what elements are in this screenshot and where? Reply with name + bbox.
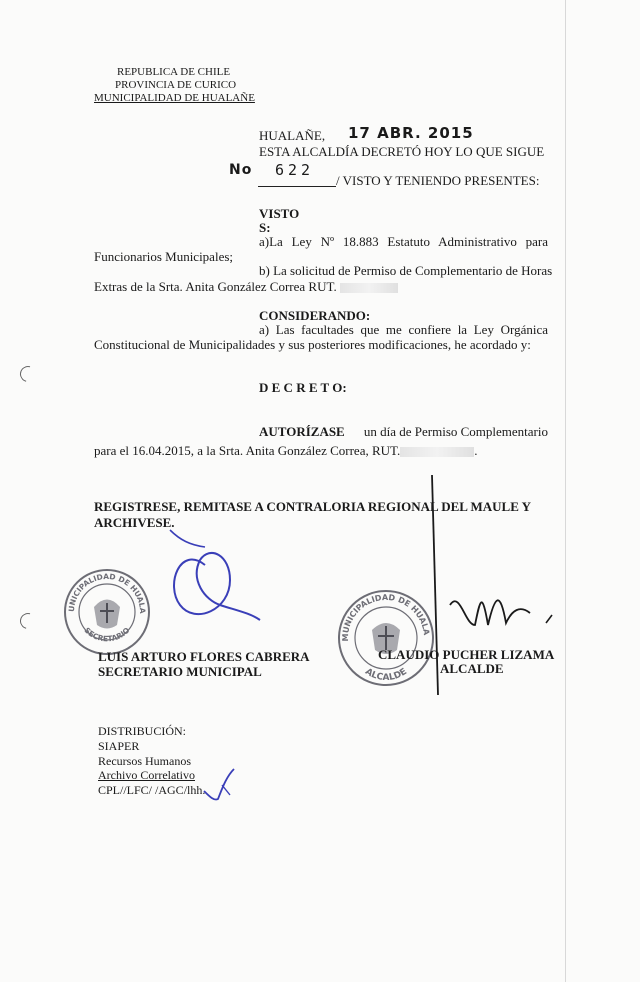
considerando-item-a-line2: Constitucional de Municipalidades y sus posteriores modificaciones, he acordado y: xyxy=(94,337,531,352)
city-label: HUALAÑE, xyxy=(259,128,326,143)
visto-sub: S: xyxy=(259,220,271,235)
header-municipalidad: MUNICIPALIDAD DE HUALAÑE xyxy=(94,92,255,104)
number-underline xyxy=(258,186,336,187)
seal-left-bottom-text: SECRETARIO xyxy=(82,625,132,644)
distribucion-item-archivo: Archivo Correlativo xyxy=(98,768,195,782)
decree-number: 622 xyxy=(275,161,315,179)
visto-item-b-line1: b) La solicitud de Permiso de Complementario de Horas xyxy=(259,263,553,278)
autorizase-line xyxy=(259,424,548,440)
registrese-line2: ARCHIVESE. xyxy=(94,515,175,530)
seal-left-top-text: I.MUNICIPALIDAD DE HUALAÑE xyxy=(58,560,148,614)
punch-hole-top xyxy=(17,363,39,385)
decreto-trailing: . xyxy=(474,443,478,458)
seal-right-top-text: I.MUNICIPALIDAD DE HUALAÑE xyxy=(332,581,431,642)
date-stamp: 17 ABR. 2015 xyxy=(348,124,474,142)
considerando-title: CONSIDERANDO: xyxy=(259,308,371,323)
visto-item-a-line1: a)La Ley Nº 18.883 Estatuto Administrativo para xyxy=(259,234,548,249)
registrese-line1: REGISTRESE, REMITASE A CONTRALORIA REGIONAL DEL MAULE Y xyxy=(94,499,532,514)
visto-title: VISTO xyxy=(259,206,300,221)
visto-item-b-text: Extras de la Srta. Anita González Correa RUT. xyxy=(94,279,337,294)
number-label: No xyxy=(229,162,253,178)
alcalde-name: CLAUDIO PUCHER LIZAMA xyxy=(378,647,555,662)
secretario-name: LUIS ARTURO FLORES CABRERA xyxy=(98,649,310,664)
header-republica: REPUBLICA DE CHILE xyxy=(117,66,231,78)
visto-item-a-line2: Funcionarios Municipales; xyxy=(94,249,234,264)
decree-line: ESTA ALCALDÍA DECRETÓ HOY LO QUE SIGUE xyxy=(259,144,545,159)
autorizase-bold: AUTORÍZASE xyxy=(259,424,345,439)
redacted-rut-1 xyxy=(340,283,398,293)
secretario-title: SECRETARIO MUNICIPAL xyxy=(98,664,262,679)
redacted-rut-2 xyxy=(400,447,474,457)
visto-teniendo-line: / VISTO Y TENIENDO PRESENTES: xyxy=(336,173,540,188)
initials-checkmark xyxy=(200,765,250,805)
distribucion-item-iniciales: CPL//LFC/ /AGC/lhh. xyxy=(98,783,206,797)
alcalde-title: ALCALDE xyxy=(440,661,504,676)
distribucion-item-siaper: SIAPER xyxy=(98,739,140,753)
punch-hole-bottom xyxy=(17,610,39,632)
decreto-second-line xyxy=(94,443,478,459)
autorizase-rest: un día de Permiso Complementario xyxy=(363,424,548,439)
decreto-title: D E C R E T O: xyxy=(259,380,347,395)
secretario-signature xyxy=(110,525,310,645)
visto-item-b-line2 xyxy=(94,279,398,295)
distribucion-item-rrhh: Recursos Humanos xyxy=(98,754,191,768)
seal-right-bottom-text: ALCALDE xyxy=(363,666,409,684)
header-provincia: PROVINCIA DE CURICO xyxy=(115,79,237,91)
decreto-second-text: para el 16.04.2015, a la Srta. Anita González Correa, RUT. xyxy=(94,443,401,458)
distribucion-title: DISTRIBUCIÓN: xyxy=(98,724,187,738)
considerando-item-a-line1: a) Las facultades que me confiere la Ley Orgánica xyxy=(259,322,548,337)
